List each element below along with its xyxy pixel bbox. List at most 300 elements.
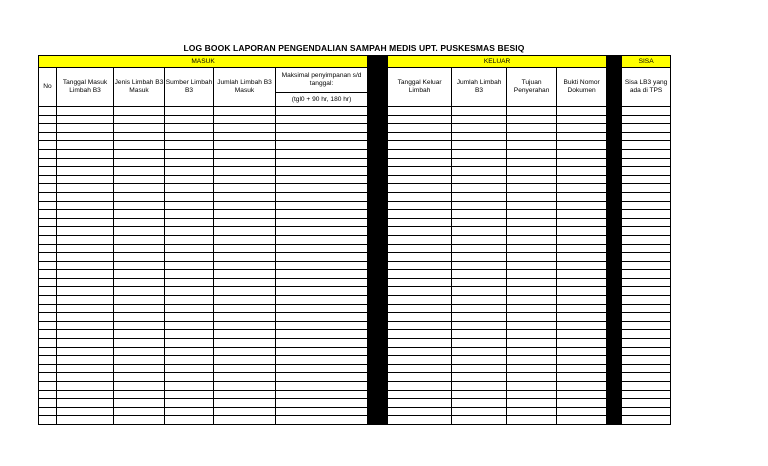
table-cell[interactable]	[165, 287, 214, 296]
table-cell[interactable]	[57, 141, 114, 150]
table-cell[interactable]	[557, 175, 607, 184]
table-cell[interactable]	[276, 227, 368, 236]
table-cell[interactable]	[214, 149, 276, 158]
table-cell[interactable]	[452, 296, 507, 305]
table-cell[interactable]	[452, 330, 507, 339]
table-cell[interactable]	[557, 278, 607, 287]
table-cell[interactable]	[452, 287, 507, 296]
table-cell[interactable]	[114, 270, 165, 279]
table-cell[interactable]	[452, 304, 507, 313]
table-cell[interactable]	[452, 167, 507, 176]
table-cell[interactable]	[165, 253, 214, 262]
table-cell[interactable]	[507, 287, 557, 296]
table-cell[interactable]	[276, 261, 368, 270]
table-cell[interactable]	[622, 287, 671, 296]
table-cell[interactable]	[622, 235, 671, 244]
table-cell[interactable]	[557, 210, 607, 219]
table-cell[interactable]	[507, 339, 557, 348]
table-cell[interactable]	[388, 201, 452, 210]
table-cell[interactable]	[622, 132, 671, 141]
table-cell[interactable]	[39, 158, 57, 167]
table-cell[interactable]	[388, 244, 452, 253]
table-cell[interactable]	[452, 278, 507, 287]
table-cell[interactable]	[165, 107, 214, 116]
table-cell[interactable]	[507, 210, 557, 219]
table-cell[interactable]	[452, 270, 507, 279]
table-cell[interactable]	[388, 399, 452, 408]
table-cell[interactable]	[214, 330, 276, 339]
table-cell[interactable]	[57, 261, 114, 270]
table-cell[interactable]	[57, 192, 114, 201]
table-cell[interactable]	[165, 149, 214, 158]
table-cell[interactable]	[557, 184, 607, 193]
table-cell[interactable]	[57, 407, 114, 416]
table-cell[interactable]	[388, 227, 452, 236]
table-cell[interactable]	[507, 192, 557, 201]
table-cell[interactable]	[114, 201, 165, 210]
table-cell[interactable]	[507, 261, 557, 270]
table-cell[interactable]	[622, 296, 671, 305]
table-cell[interactable]	[165, 201, 214, 210]
table-cell[interactable]	[507, 132, 557, 141]
table-cell[interactable]	[57, 115, 114, 124]
table-cell[interactable]	[276, 382, 368, 391]
table-cell[interactable]	[214, 321, 276, 330]
table-cell[interactable]	[622, 184, 671, 193]
table-cell[interactable]	[39, 184, 57, 193]
table-cell[interactable]	[388, 416, 452, 425]
table-cell[interactable]	[452, 253, 507, 262]
table-cell[interactable]	[557, 416, 607, 425]
table-cell[interactable]	[114, 321, 165, 330]
table-cell[interactable]	[39, 210, 57, 219]
table-cell[interactable]	[622, 149, 671, 158]
table-cell[interactable]	[165, 244, 214, 253]
table-cell[interactable]	[39, 141, 57, 150]
table-cell[interactable]	[39, 244, 57, 253]
table-cell[interactable]	[114, 313, 165, 322]
table-cell[interactable]	[276, 330, 368, 339]
table-cell[interactable]	[214, 244, 276, 253]
table-cell[interactable]	[165, 261, 214, 270]
table-cell[interactable]	[622, 244, 671, 253]
table-cell[interactable]	[114, 261, 165, 270]
table-cell[interactable]	[557, 107, 607, 116]
table-cell[interactable]	[557, 235, 607, 244]
table-cell[interactable]	[622, 141, 671, 150]
table-cell[interactable]	[39, 253, 57, 262]
table-cell[interactable]	[57, 347, 114, 356]
table-cell[interactable]	[114, 184, 165, 193]
table-cell[interactable]	[39, 373, 57, 382]
table-cell[interactable]	[57, 330, 114, 339]
table-cell[interactable]	[622, 339, 671, 348]
table-cell[interactable]	[557, 399, 607, 408]
table-cell[interactable]	[507, 184, 557, 193]
table-cell[interactable]	[39, 364, 57, 373]
table-cell[interactable]	[39, 107, 57, 116]
table-cell[interactable]	[507, 364, 557, 373]
table-cell[interactable]	[39, 390, 57, 399]
table-cell[interactable]	[114, 399, 165, 408]
table-cell[interactable]	[276, 356, 368, 365]
table-cell[interactable]	[557, 270, 607, 279]
table-cell[interactable]	[114, 416, 165, 425]
table-cell[interactable]	[276, 321, 368, 330]
table-cell[interactable]	[388, 210, 452, 219]
table-cell[interactable]	[165, 235, 214, 244]
table-cell[interactable]	[165, 330, 214, 339]
table-cell[interactable]	[114, 149, 165, 158]
table-cell[interactable]	[57, 218, 114, 227]
table-cell[interactable]	[114, 330, 165, 339]
table-cell[interactable]	[114, 296, 165, 305]
table-cell[interactable]	[165, 356, 214, 365]
table-cell[interactable]	[276, 235, 368, 244]
table-cell[interactable]	[507, 356, 557, 365]
table-cell[interactable]	[452, 218, 507, 227]
table-cell[interactable]	[622, 390, 671, 399]
table-cell[interactable]	[622, 192, 671, 201]
table-cell[interactable]	[39, 124, 57, 133]
table-cell[interactable]	[165, 296, 214, 305]
table-cell[interactable]	[214, 296, 276, 305]
table-cell[interactable]	[214, 364, 276, 373]
table-cell[interactable]	[214, 278, 276, 287]
table-cell[interactable]	[557, 296, 607, 305]
table-cell[interactable]	[388, 115, 452, 124]
table-cell[interactable]	[622, 175, 671, 184]
table-cell[interactable]	[214, 192, 276, 201]
table-cell[interactable]	[452, 356, 507, 365]
table-cell[interactable]	[114, 373, 165, 382]
table-cell[interactable]	[57, 399, 114, 408]
table-cell[interactable]	[507, 107, 557, 116]
table-cell[interactable]	[452, 227, 507, 236]
table-cell[interactable]	[57, 201, 114, 210]
table-cell[interactable]	[114, 304, 165, 313]
table-cell[interactable]	[388, 107, 452, 116]
table-cell[interactable]	[557, 356, 607, 365]
table-cell[interactable]	[114, 218, 165, 227]
table-cell[interactable]	[388, 390, 452, 399]
table-cell[interactable]	[276, 167, 368, 176]
table-cell[interactable]	[388, 364, 452, 373]
table-cell[interactable]	[114, 407, 165, 416]
table-cell[interactable]	[388, 407, 452, 416]
table-cell[interactable]	[39, 416, 57, 425]
table-cell[interactable]	[214, 167, 276, 176]
table-cell[interactable]	[507, 321, 557, 330]
table-cell[interactable]	[39, 167, 57, 176]
table-cell[interactable]	[39, 270, 57, 279]
table-cell[interactable]	[507, 416, 557, 425]
table-cell[interactable]	[214, 175, 276, 184]
table-cell[interactable]	[39, 261, 57, 270]
table-cell[interactable]	[165, 210, 214, 219]
table-cell[interactable]	[452, 373, 507, 382]
table-cell[interactable]	[388, 184, 452, 193]
table-cell[interactable]	[557, 321, 607, 330]
table-cell[interactable]	[276, 347, 368, 356]
table-cell[interactable]	[114, 210, 165, 219]
table-cell[interactable]	[276, 218, 368, 227]
table-cell[interactable]	[507, 175, 557, 184]
table-cell[interactable]	[507, 270, 557, 279]
table-cell[interactable]	[276, 390, 368, 399]
table-cell[interactable]	[276, 107, 368, 116]
table-cell[interactable]	[557, 382, 607, 391]
table-cell[interactable]	[388, 330, 452, 339]
table-cell[interactable]	[114, 175, 165, 184]
table-cell[interactable]	[622, 373, 671, 382]
table-cell[interactable]	[507, 278, 557, 287]
table-cell[interactable]	[388, 124, 452, 133]
table-cell[interactable]	[165, 339, 214, 348]
table-cell[interactable]	[165, 218, 214, 227]
table-cell[interactable]	[388, 270, 452, 279]
table-cell[interactable]	[622, 253, 671, 262]
table-cell[interactable]	[39, 356, 57, 365]
table-cell[interactable]	[622, 330, 671, 339]
table-cell[interactable]	[622, 416, 671, 425]
table-cell[interactable]	[39, 218, 57, 227]
table-cell[interactable]	[39, 321, 57, 330]
table-cell[interactable]	[165, 278, 214, 287]
table-cell[interactable]	[57, 244, 114, 253]
table-cell[interactable]	[452, 347, 507, 356]
table-cell[interactable]	[452, 244, 507, 253]
table-cell[interactable]	[507, 167, 557, 176]
table-cell[interactable]	[276, 373, 368, 382]
table-cell[interactable]	[39, 339, 57, 348]
table-cell[interactable]	[214, 356, 276, 365]
table-cell[interactable]	[165, 399, 214, 408]
table-cell[interactable]	[557, 339, 607, 348]
table-cell[interactable]	[114, 253, 165, 262]
table-cell[interactable]	[507, 347, 557, 356]
table-cell[interactable]	[165, 364, 214, 373]
table-cell[interactable]	[214, 158, 276, 167]
table-cell[interactable]	[452, 132, 507, 141]
table-cell[interactable]	[57, 253, 114, 262]
table-cell[interactable]	[557, 330, 607, 339]
table-cell[interactable]	[557, 253, 607, 262]
table-cell[interactable]	[388, 149, 452, 158]
table-cell[interactable]	[214, 373, 276, 382]
table-cell[interactable]	[214, 218, 276, 227]
table-cell[interactable]	[622, 407, 671, 416]
table-cell[interactable]	[214, 339, 276, 348]
table-cell[interactable]	[276, 407, 368, 416]
table-cell[interactable]	[276, 184, 368, 193]
table-cell[interactable]	[165, 390, 214, 399]
table-cell[interactable]	[622, 382, 671, 391]
table-cell[interactable]	[622, 115, 671, 124]
table-cell[interactable]	[165, 192, 214, 201]
table-cell[interactable]	[388, 287, 452, 296]
table-cell[interactable]	[622, 270, 671, 279]
table-cell[interactable]	[388, 218, 452, 227]
table-cell[interactable]	[507, 253, 557, 262]
table-cell[interactable]	[39, 278, 57, 287]
table-cell[interactable]	[622, 201, 671, 210]
table-cell[interactable]	[214, 210, 276, 219]
table-cell[interactable]	[557, 390, 607, 399]
table-cell[interactable]	[276, 201, 368, 210]
table-cell[interactable]	[622, 304, 671, 313]
table-cell[interactable]	[276, 304, 368, 313]
table-cell[interactable]	[165, 416, 214, 425]
table-cell[interactable]	[214, 184, 276, 193]
table-cell[interactable]	[114, 107, 165, 116]
table-cell[interactable]	[276, 244, 368, 253]
table-cell[interactable]	[57, 124, 114, 133]
table-cell[interactable]	[557, 115, 607, 124]
table-cell[interactable]	[114, 382, 165, 391]
table-cell[interactable]	[114, 356, 165, 365]
table-cell[interactable]	[622, 210, 671, 219]
table-cell[interactable]	[214, 399, 276, 408]
table-cell[interactable]	[57, 184, 114, 193]
table-cell[interactable]	[388, 253, 452, 262]
table-cell[interactable]	[557, 407, 607, 416]
table-cell[interactable]	[214, 407, 276, 416]
table-cell[interactable]	[276, 149, 368, 158]
table-cell[interactable]	[114, 390, 165, 399]
table-cell[interactable]	[452, 107, 507, 116]
table-cell[interactable]	[452, 407, 507, 416]
table-cell[interactable]	[507, 141, 557, 150]
table-cell[interactable]	[114, 235, 165, 244]
table-cell[interactable]	[39, 201, 57, 210]
table-cell[interactable]	[507, 304, 557, 313]
table-cell[interactable]	[622, 321, 671, 330]
table-cell[interactable]	[165, 227, 214, 236]
table-cell[interactable]	[165, 407, 214, 416]
table-cell[interactable]	[39, 407, 57, 416]
table-cell[interactable]	[57, 356, 114, 365]
table-cell[interactable]	[214, 115, 276, 124]
table-cell[interactable]	[214, 416, 276, 425]
table-cell[interactable]	[114, 339, 165, 348]
table-cell[interactable]	[388, 313, 452, 322]
table-cell[interactable]	[114, 278, 165, 287]
table-cell[interactable]	[388, 235, 452, 244]
table-cell[interactable]	[507, 244, 557, 253]
table-cell[interactable]	[276, 287, 368, 296]
table-cell[interactable]	[214, 132, 276, 141]
table-cell[interactable]	[276, 399, 368, 408]
table-cell[interactable]	[165, 373, 214, 382]
table-cell[interactable]	[557, 287, 607, 296]
table-cell[interactable]	[214, 347, 276, 356]
table-cell[interactable]	[557, 132, 607, 141]
table-cell[interactable]	[557, 124, 607, 133]
table-cell[interactable]	[276, 339, 368, 348]
table-cell[interactable]	[388, 261, 452, 270]
table-cell[interactable]	[557, 141, 607, 150]
table-cell[interactable]	[276, 158, 368, 167]
table-cell[interactable]	[39, 399, 57, 408]
table-cell[interactable]	[165, 124, 214, 133]
table-cell[interactable]	[57, 287, 114, 296]
table-cell[interactable]	[57, 390, 114, 399]
table-cell[interactable]	[452, 382, 507, 391]
table-cell[interactable]	[57, 373, 114, 382]
table-cell[interactable]	[388, 356, 452, 365]
table-cell[interactable]	[276, 296, 368, 305]
table-cell[interactable]	[557, 218, 607, 227]
table-cell[interactable]	[557, 201, 607, 210]
table-cell[interactable]	[57, 339, 114, 348]
table-cell[interactable]	[214, 124, 276, 133]
table-cell[interactable]	[557, 313, 607, 322]
table-cell[interactable]	[165, 167, 214, 176]
table-cell[interactable]	[276, 270, 368, 279]
table-cell[interactable]	[165, 184, 214, 193]
table-cell[interactable]	[214, 261, 276, 270]
table-cell[interactable]	[452, 175, 507, 184]
table-cell[interactable]	[276, 278, 368, 287]
table-cell[interactable]	[57, 364, 114, 373]
table-cell[interactable]	[39, 347, 57, 356]
table-cell[interactable]	[39, 175, 57, 184]
table-cell[interactable]	[214, 270, 276, 279]
table-cell[interactable]	[507, 390, 557, 399]
table-cell[interactable]	[276, 141, 368, 150]
table-cell[interactable]	[214, 227, 276, 236]
table-cell[interactable]	[557, 167, 607, 176]
table-cell[interactable]	[57, 132, 114, 141]
table-cell[interactable]	[622, 158, 671, 167]
table-cell[interactable]	[57, 416, 114, 425]
table-cell[interactable]	[57, 296, 114, 305]
table-cell[interactable]	[507, 313, 557, 322]
table-cell[interactable]	[165, 115, 214, 124]
table-cell[interactable]	[388, 132, 452, 141]
table-cell[interactable]	[214, 313, 276, 322]
table-cell[interactable]	[622, 167, 671, 176]
table-cell[interactable]	[622, 107, 671, 116]
table-cell[interactable]	[452, 201, 507, 210]
table-cell[interactable]	[507, 218, 557, 227]
table-cell[interactable]	[507, 399, 557, 408]
table-cell[interactable]	[557, 373, 607, 382]
table-cell[interactable]	[165, 382, 214, 391]
table-cell[interactable]	[39, 235, 57, 244]
table-cell[interactable]	[39, 227, 57, 236]
table-cell[interactable]	[114, 124, 165, 133]
table-cell[interactable]	[452, 124, 507, 133]
table-cell[interactable]	[39, 382, 57, 391]
table-cell[interactable]	[165, 313, 214, 322]
table-cell[interactable]	[557, 158, 607, 167]
table-cell[interactable]	[388, 373, 452, 382]
table-cell[interactable]	[276, 210, 368, 219]
table-cell[interactable]	[388, 167, 452, 176]
table-cell[interactable]	[57, 210, 114, 219]
table-cell[interactable]	[57, 304, 114, 313]
table-cell[interactable]	[57, 270, 114, 279]
table-cell[interactable]	[452, 184, 507, 193]
table-cell[interactable]	[557, 244, 607, 253]
table-cell[interactable]	[39, 313, 57, 322]
table-cell[interactable]	[507, 201, 557, 210]
table-cell[interactable]	[388, 382, 452, 391]
table-cell[interactable]	[276, 364, 368, 373]
table-cell[interactable]	[165, 304, 214, 313]
